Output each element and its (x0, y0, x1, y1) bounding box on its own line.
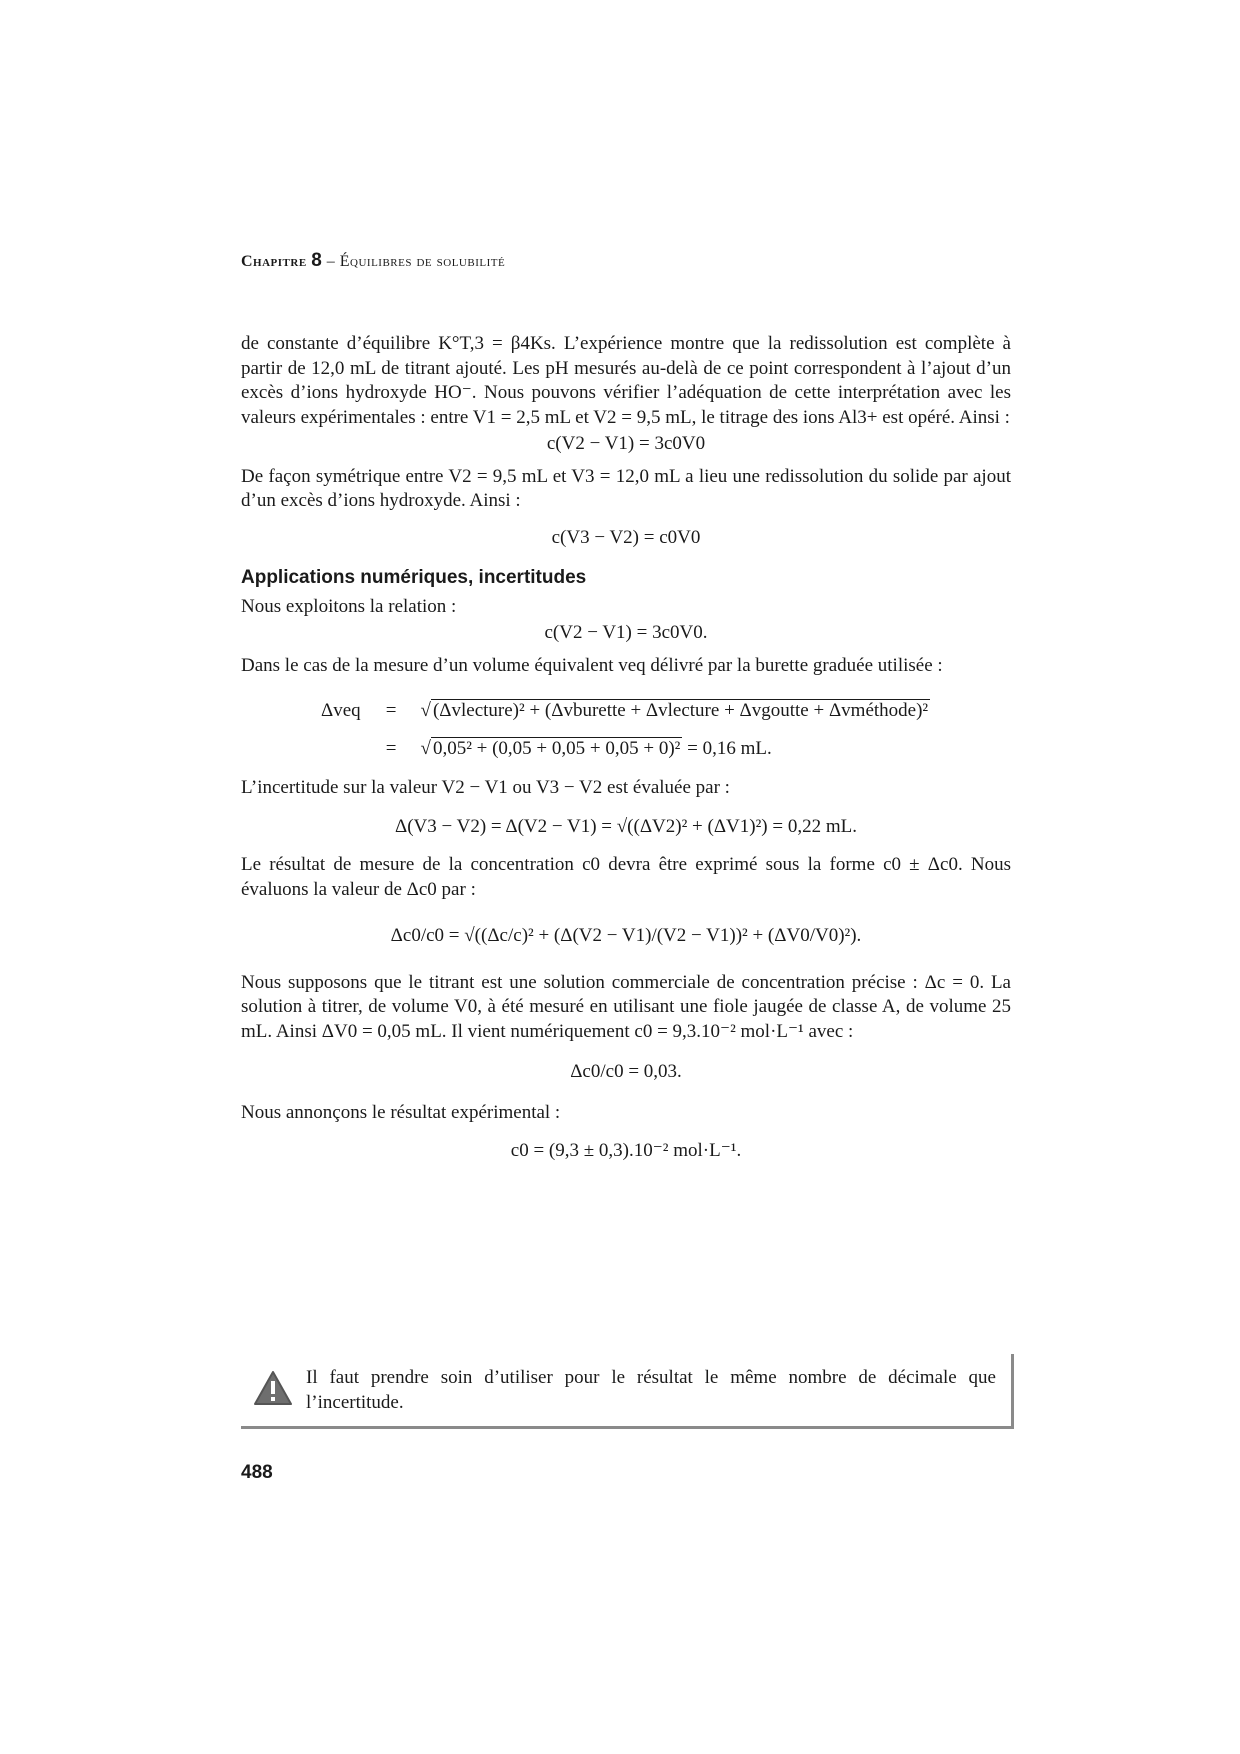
equation-7: Δc0/c0 = 0,03. (570, 1061, 682, 1082)
eq4-line1: (Δvlecture)² + (Δvburette + Δvlecture + Δvgoutte + Δvméthode)² (432, 700, 929, 721)
running-header (241, 250, 505, 272)
paragraph-7: Nous supposons que le titrant est une solution commerciale de concentration précise : Δc = 0. La solution à titrer, de volume V0, à été mesuré en utilisant une fiole jaugée de classe A, de volume 25 mL. Ainsi ΔV0 = 0,05 mL. Il vient numériquement c0 = 9,3.10⁻² mol·L⁻¹ avec : (241, 971, 1011, 1042)
paragraph-5: L’incertitude sur la valeur V2 − V1 ou V3 − V2 est évaluée par : (241, 777, 730, 798)
eq4-lhs: Δveq (321, 700, 361, 721)
warning-icon (253, 1370, 293, 1406)
chapter-word: Chapitre (241, 253, 307, 270)
paragraph-8: Nous annonçons le résultat expérimental : (241, 1101, 561, 1123)
eq4-line2: 0,05² + (0,05 + 0,05 + 0,05 + 0)² (432, 738, 681, 759)
eq4-result: = 0,16 mL. (687, 738, 772, 759)
equation-8: c0 = (9,3 ± 0,3).10⁻² mol·L⁻¹. (510, 1140, 742, 1161)
equation-2: c(V3 − V2) = c0V0 (551, 526, 701, 548)
chapter-number: 8 (311, 250, 323, 271)
equation-4: Δveq = √ (Δvlecture)² + (Δvburette + Δvlecture + Δvgoutte + Δvméthode)² = √ 0,05² + (0,05 + 0,05 + 0,05 + 0)² = 0,16 mL. (321, 692, 1011, 768)
warning-note (241, 1354, 1014, 1429)
equation-6: Δc0/c0 = √((Δc/c)² + (Δ(V2 − V1)/(V2 − V1))² + (ΔV0/V0)²). (390, 925, 862, 946)
paragraph-2: De façon symétrique entre V2 = 9,5 mL et V3 = 12,0 mL a lieu une redissolution du solide par ajout d’un excès d’ions hydroxyde. Ainsi : (241, 465, 1011, 511)
paragraph-1: de constante d’équilibre K°T,3 = β4Ks. L’expérience montre que la redissolution est complète à partir de 12,0 mL de titrant ajouté. Les pH mesurés au-delà de ce point correspondent à l’ajout d’un excès d’ions hydroxyde HO⁻. Nous pouvons vérifier l’adéquation de cette interprétation avec les valeurs expérimentales : entre V1 = 2,5 mL et V2 = 9,5 mL, le titrage des ions Al3+ est opéré. Ainsi : (241, 333, 1011, 428)
paragraph-3: Nous exploitons la relation : (241, 595, 457, 617)
section-title: Applications numériques, incertitudes (241, 567, 587, 588)
warning-text: Il faut prendre soin d’utiliser pour le résultat le même nombre de décimale que l’incertitude. (306, 1367, 996, 1413)
header-separator: – (326, 253, 336, 270)
chapter-title: Équilibres de solubilité (339, 253, 506, 270)
equation-3: c(V2 − V1) = 3c0V0. (544, 622, 708, 643)
equation-1: c(V2 − V1) = 3c0V0 (546, 433, 706, 454)
body-text (241, 332, 1011, 1164)
page-number: 488 (241, 1462, 273, 1483)
paragraph-4: Dans le cas de la mesure d’un volume équivalent veq délivré par la burette graduée utilisée : (241, 654, 943, 676)
paragraph-6: Le résultat de mesure de la concentration c0 devra être exprimé sous la forme c0 ± Δc0. Nous évaluons la valeur de Δc0 par : (241, 854, 1011, 900)
equation-5: Δ(V3 − V2) = Δ(V2 − V1) = √((ΔV2)² + (ΔV1)²) = 0,22 mL. (395, 815, 857, 837)
